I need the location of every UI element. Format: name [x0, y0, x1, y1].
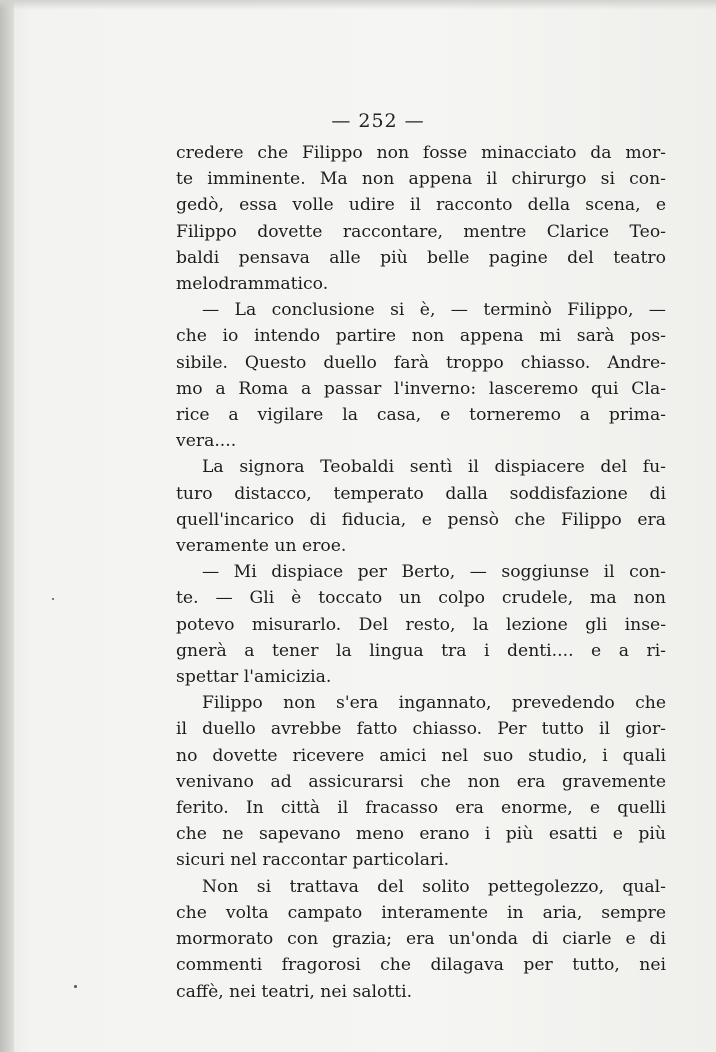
text-line: no dovette ricevere amici nel suo studio, i quali [176, 745, 666, 766]
text-line: baldi pensava alle più belle pagine del teatro [176, 247, 666, 268]
text-line: — La conclusione si è, — terminò Filippo, — [202, 300, 666, 321]
page-number: — 252 — [331, 110, 425, 132]
text-line: venivano ad assicurarsi che non era gravemente [176, 771, 666, 792]
text-line: che volta campato interamente in aria, sempre [176, 902, 666, 923]
text-line: La signora Teobaldi sentì il dispiacere del fu- [202, 457, 666, 478]
text-line: spettar l'amicizia. [176, 667, 332, 688]
body-text [176, 140, 666, 1005]
text-line: — Mi dispiace per Berto, — soggiunse il con- [202, 562, 666, 583]
ink-speck [52, 598, 54, 600]
text-line: caffè, nei teatri, nei salotti. [176, 981, 413, 1002]
text-line: turo distacco, temperato dalla soddisfazione di [176, 483, 666, 504]
text-line: rice a vigilare la casa, e torneremo a prima- [176, 405, 666, 426]
page-top-shadow [0, 0, 716, 10]
text-line: gedò, essa volle udire il racconto della scena, e [176, 195, 666, 216]
text-line: sicuri nel raccontar particolari. [176, 850, 450, 871]
text-line: mo a Roma a passar l'inverno: lasceremo qui Cla- [176, 378, 666, 399]
text-line: che io intendo partire non appena mi sarà pos- [176, 326, 666, 347]
text-line: gnerà a tener la lingua tra i denti.... e a ri- [176, 640, 666, 661]
page-binding-shadow [0, 0, 14, 1052]
text-line: il duello avrebbe fatto chiasso. Per tutto il gior- [176, 719, 666, 740]
text-line: credere che Filippo non fosse minacciato da mor- [176, 143, 666, 163]
text-line: Non si trattava del solito pettegolezzo, qual- [202, 876, 666, 897]
text-line: vera.... [176, 431, 237, 452]
text-line: commenti fragorosi che dilagava per tutto, nei [176, 955, 666, 976]
text-line: Filippo dovette raccontare, mentre Clarice Teo- [176, 221, 666, 242]
text-line: veramente un eroe. [176, 536, 347, 557]
ink-speck [74, 985, 77, 988]
text-line: potevo misurarlo. Del resto, la lezione gli inse- [176, 614, 666, 635]
text-line: ferito. In città il fracasso era enorme, e quelli [176, 798, 666, 819]
text-line: Filippo non s'era ingannato, prevedendo che [202, 693, 666, 714]
text-line: te imminente. Ma non appena il chirurgo si con- [176, 169, 666, 190]
text-line: quell'incarico di fiducia, e pensò che Filippo era [176, 509, 666, 530]
text-line: che ne sapevano meno erano i più esatti e più [176, 824, 666, 845]
text-line: mormorato con grazia; era un'onda di ciarle e di [176, 929, 666, 950]
text-line: sibile. Questo duello farà troppo chiasso. Andre- [176, 352, 666, 373]
text-line: te. — Gli è toccato un colpo crudele, ma non [176, 588, 666, 609]
text-line: melodrammatico. [176, 274, 329, 295]
